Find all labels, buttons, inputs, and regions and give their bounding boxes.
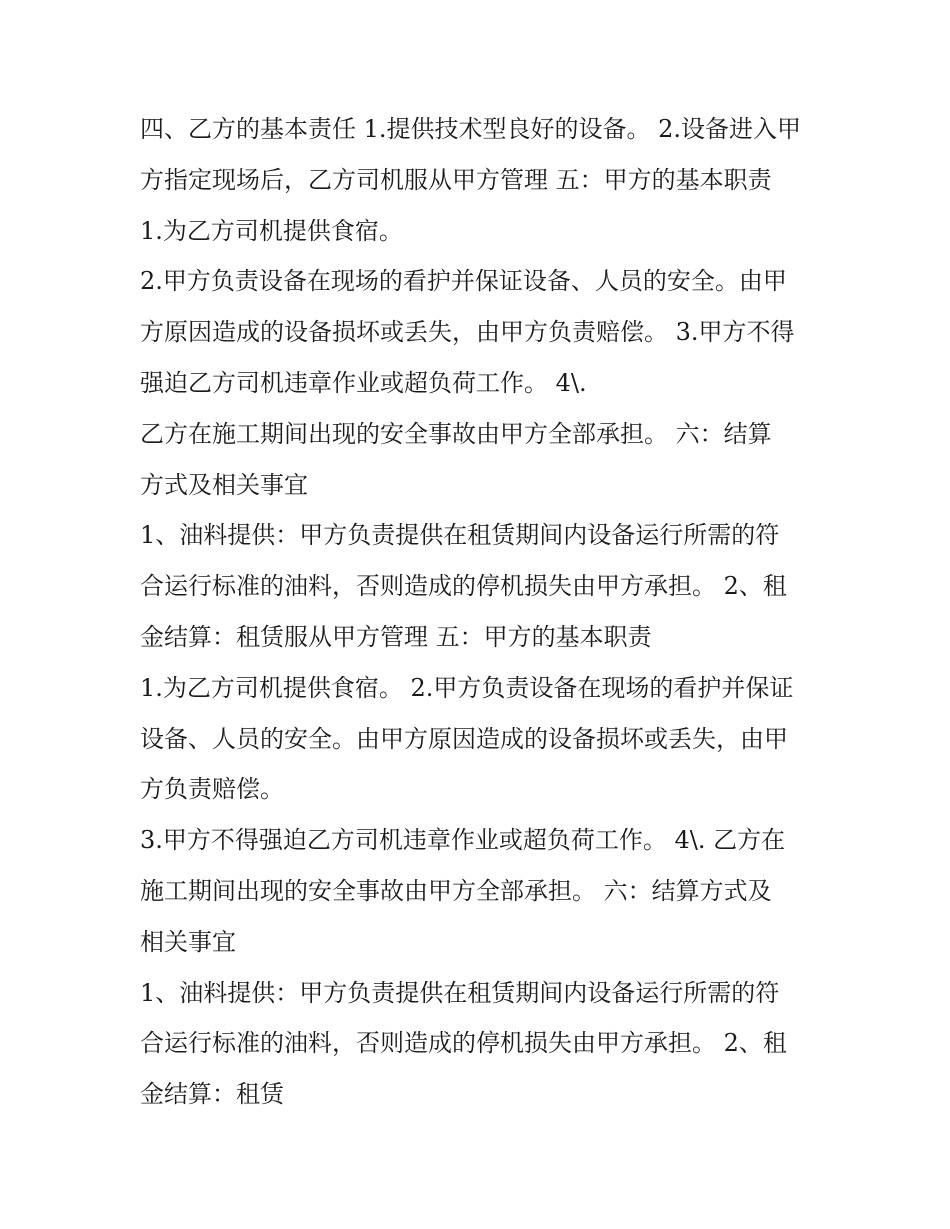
- text-line: 1.为乙方司机提供食宿。 2.甲方负责设备在现场的看护并保证: [140, 673, 794, 702]
- text-line: 施工期间出现的安全事故由甲方全部承担。 六：结算方式及: [140, 876, 772, 905]
- text-line: 1.为乙方司机提供食宿。: [140, 216, 403, 245]
- text-line: 设备、人员的安全。由甲方原因造成的设备损坏或丢失，由甲: [140, 724, 788, 753]
- text-line: 合运行标准的油料，否则造成的停机损失由甲方承担。 2、租: [140, 572, 787, 601]
- text-line: 方负责赔偿。: [140, 775, 284, 804]
- text-line: 方指定现场后，乙方司机服从甲方管理 五：甲方的基本职责: [140, 165, 772, 194]
- text-line: 相关事宜: [140, 927, 236, 956]
- text-line: 方原因造成的设备损坏或丢失，由甲方负责赔偿。 3.甲方不得: [140, 318, 795, 347]
- text-line: 方式及相关事宜: [140, 470, 308, 499]
- text-line: 四、乙方的基本责任 1.提供技术型良好的设备。 2.设备进入甲: [140, 115, 802, 143]
- text-line: 强迫乙方司机违章作业或超负荷工作。 4\.: [140, 368, 587, 397]
- document-body: [140, 104, 820, 1120]
- text-line: 金结算：租赁: [140, 1080, 284, 1109]
- text-line: 1、油料提供：甲方负责提供在租赁期间内设备运行所需的符: [140, 978, 780, 1007]
- text-line: 金结算：租赁服从甲方管理 五：甲方的基本职责: [140, 622, 652, 651]
- text-line: 合运行标准的油料，否则造成的停机损失由甲方承担。 2、租: [140, 1029, 787, 1058]
- text-line: 1、油料提供：甲方负责提供在租赁期间内设备运行所需的符: [140, 521, 780, 550]
- text-line: 2.甲方负责设备在现场的看护并保证设备、人员的安全。由甲: [140, 267, 787, 296]
- text-line: 乙方在施工期间出现的安全事故由甲方全部承担。 六：结算: [140, 419, 772, 448]
- text-line: 3.甲方不得强迫乙方司机违章作业或超负荷工作。 4\. 乙方在: [140, 826, 786, 855]
